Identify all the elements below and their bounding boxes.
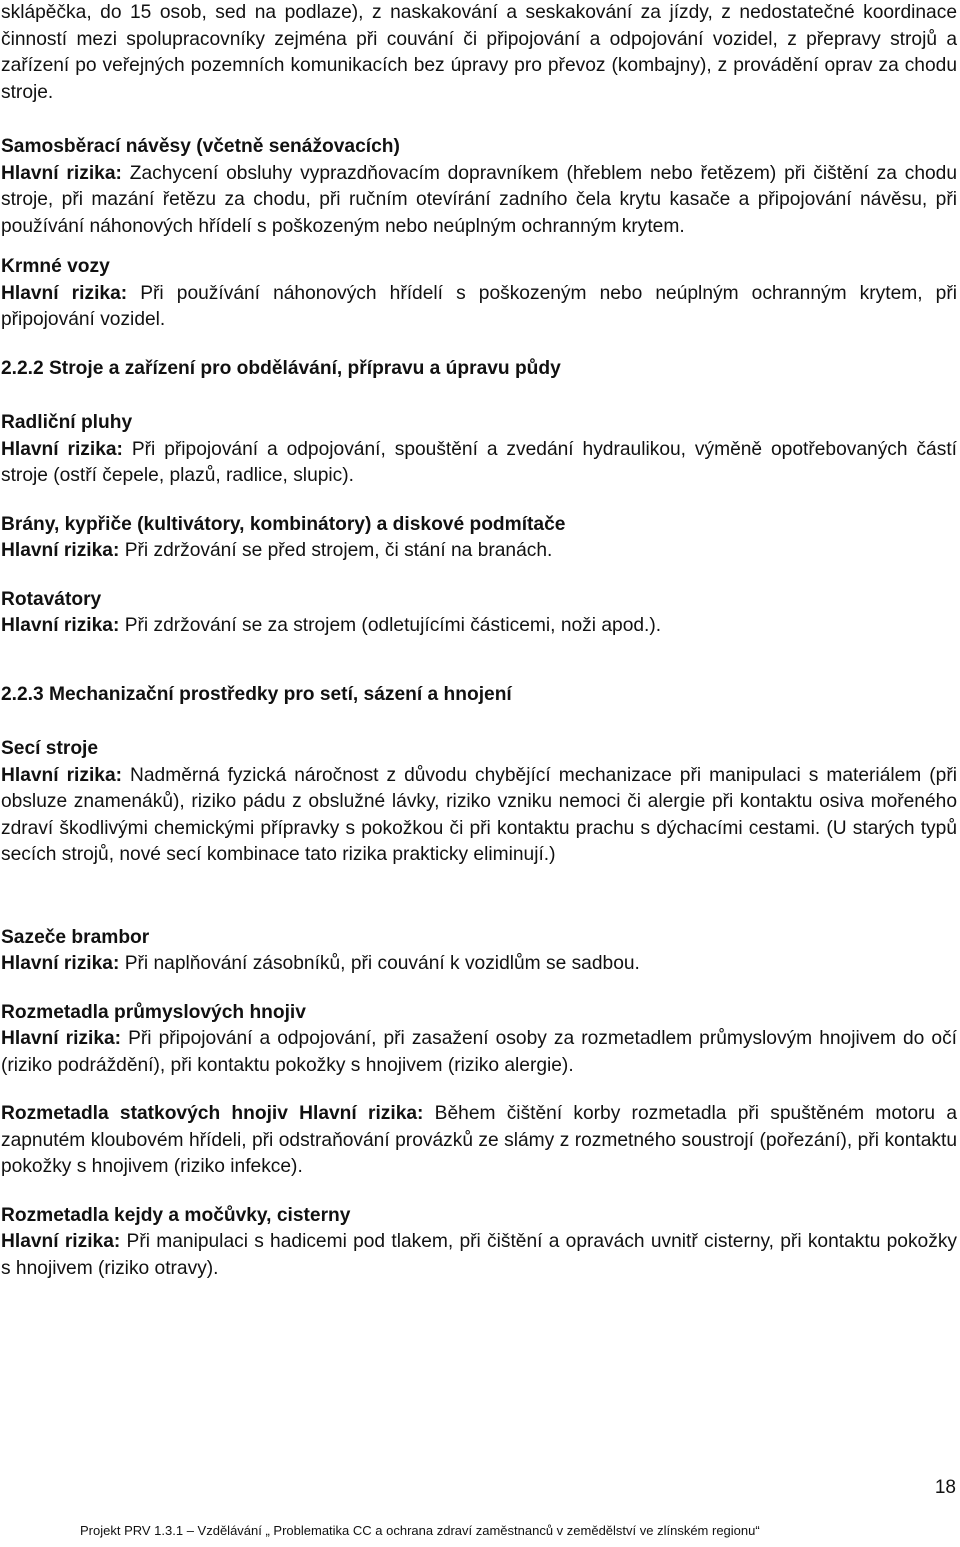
risk-text: Při používání náhonových hřídelí s poškozeným nebo neúplným ochranným krytem, při připojování vozidel. [1,282,957,330]
risk-label: Hlavní rizika: [1,953,120,974]
risk-paragraph [1,1229,957,1282]
risk-label: Hlavní rizika: [1,615,120,636]
section-heading: Brány, kypřiče (kultivátory, kombinátory) a diskové podmítače [1,513,566,535]
risk-text: Při zdržování se před strojem, či stání na branách. [119,540,553,561]
section-heading: Rozmetadla kejdy a močůvky, cisterny [1,1204,351,1226]
risk-label: Hlavní rizika: [1,1231,121,1252]
risk-paragraph [1,281,957,334]
risk-label: Hlavní rizika: [1,438,123,460]
risk-text: Nadměrná fyzická náročnost z důvodu chybějící mechanizace při manipulaci s materiálem (při obsluze znamenáků), riziko pádu z obslužné lávky, riziko vzniku nemoci či alergie při kontaktu osiva mořeného zdraví škodlivými chemickými přípravky s pokožkou či při kontaktu prachu s dýchacími cestami. (U starých typů secích strojů, nové secí kombinace tato rizika prakticky eliminují.) [1,764,957,865]
risk-paragraph [1,951,957,978]
risk-paragraph [1,437,957,490]
section-heading: Radliční pluhy [1,412,133,433]
chapter-heading: 2.2.2 Stroje a zařízení pro obdělávání, přípravu a úpravu půdy [1,357,561,379]
risk-text: Při naplňování zásobníků, při couvání k vozidlům se sadbou. [119,953,640,974]
risk-text: Během čištění korby rozmetadla při spuštěném motoru a zapnutém kloubovém hřídeli, při odstraňování provázků ze slámy z rozmetného soustrojí (pořezání), při kontaktu pokožky s hnojivem (riziko infekce). [1,1103,957,1177]
risk-paragraph [1,763,957,869]
section-heading: Samosběrací návěsy (včetně senážovacích) [1,136,400,157]
intro-paragraph: sklápěčka, do 15 osob, sed na podlaze), z naskakování a seskakování za jízdy, z nedostatečné koordinace činností mezi spolupracovníky zejména při couvání či připojování a odpojování vozidel, z přepravy strojů a zařízení po veřejných pozemních komunikacích bez úpravy pro převoz (kombajny), z provádění oprav za chodu stroje. [1,2,957,103]
section-heading: Secí stroje [1,738,99,759]
risk-text: Při připojování a odpojování, spouštění a zvedání hydraulikou, výměně opotřebovaných částí stroje (ostří čepele, plazů, radlice, slupic). [1,438,957,486]
risk-text: Při manipulaci s hadicemi pod tlakem, při čištění a opravách uvnitř cisterny, při kontaktu pokožky s hnojivem (riziko otravy). [1,1231,958,1279]
section-heading: Rotavátory [1,588,102,610]
risk-text: Při zdržování se za strojem (odletujícími částicemi, noži apod.). [119,615,662,636]
page-number: 18 [934,1477,956,1498]
footer-project-line: Projekt PRV 1.3.1 – Vzdělávání „ Problematika CC a ochrana zdraví zaměstnanců v zemědělství ve zlínském regionu“ [80,1523,760,1538]
risk-paragraph [1,613,957,640]
chapter-heading: 2.2.3 Mechanizační prostředky pro setí, sázení a hnojení [1,683,512,705]
risk-label: Hlavní rizika: [1,540,120,561]
section-heading: Rozmetadla průmyslových hnojiv [1,1001,306,1023]
risk-label: Hlavní rizika: [299,1103,424,1124]
risk-label: Hlavní rizika: [1,1028,122,1049]
section-heading: Sazeče brambor [1,926,150,948]
risk-text: Při připojování a odpojování, při zasažení osoby za rozmetadlem průmyslovým hnojivem do očí (riziko podráždění), při kontaktu pokožky s hnojivem (riziko alergie). [1,1028,957,1076]
section-heading-inline: Rozmetadla statkových hnojiv [1,1103,288,1124]
risk-text: Zachycení obsluhy vyprazdňovacím dopravníkem (hřeblem nebo řetězem) při čištění za chodu stroje, při mazání řetězu za chodu, při ručním otevírání zadního čela krytu kasače a připojování návěsu, při používání náhonových hřídelí s poškozeným nebo neúplným ochranným krytem. [1,162,958,237]
risk-label: Hlavní rizika: [1,282,128,304]
risk-paragraph [1,538,957,565]
risk-label: Hlavní rizika: [1,162,122,184]
risk-paragraph [1,161,957,241]
risk-paragraph [1,1101,957,1181]
section-heading: Krmné vozy [1,256,110,277]
risk-paragraph [1,1026,957,1079]
risk-label: Hlavní rizika: [1,764,123,786]
